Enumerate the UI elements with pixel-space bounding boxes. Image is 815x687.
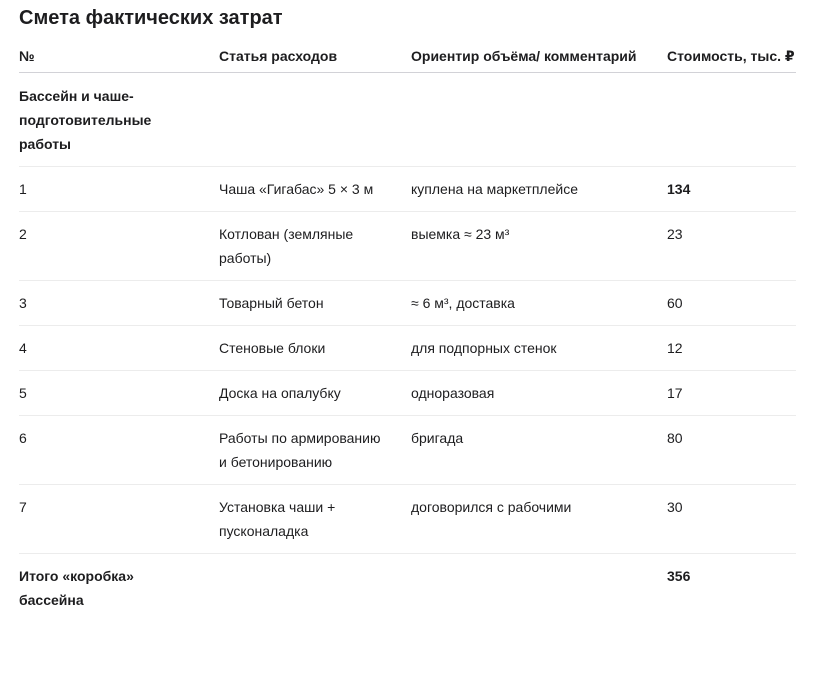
total-label: Итого «коробка» бассейна [19,568,134,608]
page-title: Смета фактических затрат [19,7,283,29]
row-num: 2 [19,212,219,281]
row-item: Работы по армированию и бетонированию [219,416,411,485]
row-item: Стеновые блоки [219,326,411,371]
row-comment: ≈ 6 м³, доставка [411,281,667,326]
table-row [19,212,796,281]
row-cost: 17 [667,371,796,416]
row-item: Чаша «Гигабас» 5 × 3 м [219,167,411,212]
table-row [19,485,796,554]
row-item: Товарный бетон [219,281,411,326]
row-cost: 30 [667,485,796,554]
header-cost: Стоимость, тыс. ₽ [667,42,796,73]
row-item: Котлован (земляные работы) [219,212,411,281]
row-cost: 80 [667,416,796,485]
row-comment: бригада [411,416,667,485]
table-row [19,281,796,326]
table-row [19,326,796,371]
row-num: 7 [19,485,219,554]
row-item: Доска на опалубку [219,371,411,416]
row-cost: 23 [667,212,796,281]
table-row [19,416,796,485]
row-num: 1 [19,167,219,212]
row-num: 5 [19,371,219,416]
header-item: Статья расходов [219,42,411,73]
section-row [19,73,796,167]
row-cost: 12 [667,326,796,371]
row-num: 6 [19,416,219,485]
table-row [19,167,796,212]
estimate-table [19,42,796,622]
row-comment: куплена на маркетплейсе [411,167,667,212]
row-num: 3 [19,281,219,326]
section-label: Бассейн и чаше-подготовительные работы [19,73,219,167]
row-item: Установка чаши + пусконаладка [219,485,411,554]
row-comment: одноразовая [411,371,667,416]
table-row [19,371,796,416]
header-comment: Ориентир объёма/ комментарий [411,42,667,73]
total-row [19,554,796,623]
row-comment: выемка ≈ 23 м³ [411,212,667,281]
table-header-row [19,42,796,73]
row-cost: 60 [667,281,796,326]
row-comment: договорился с рабочими [411,485,667,554]
row-comment: для подпорных стенок [411,326,667,371]
row-num: 4 [19,326,219,371]
total-cost: 356 [667,568,691,584]
row-cost: 134 [667,167,796,212]
header-num: № [19,42,219,73]
